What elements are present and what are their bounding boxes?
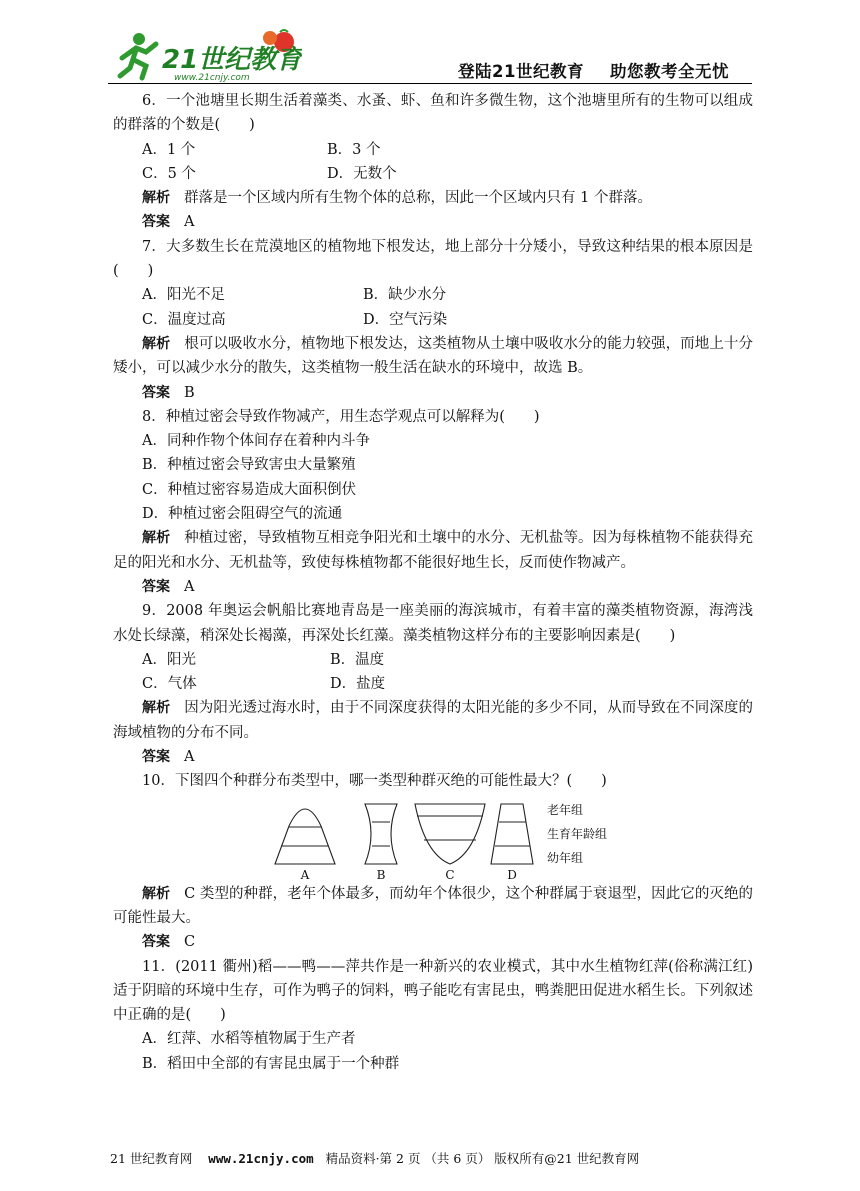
q8-option-d: D．种植过密会阻碍空气的流通 [142,506,343,523]
q8-analysis: 解析 种植过密，导致植物互相竞争阳光和土壤中的水分、无机盐等。因为每株植物不能获得充足的阳光和水分、无机盐等，致使每株植物都不能很好地生长，反而使作物减产。 [113,530,754,571]
shape-c-outline [415,804,485,864]
q7-answer: 答案 B [142,384,195,401]
footer-url[interactable]: www.21cnjy.com [208,1151,314,1166]
q6-options-row1 [113,138,753,162]
q6-options-row2 [113,162,753,186]
shape-label-a: A [300,867,310,882]
legend-young: 幼年组 [547,850,584,865]
slogan-left: 登陆21世纪教育 [458,62,584,81]
q9-option-c: C．气体 [142,676,197,693]
q7-options-row2 [113,308,753,332]
q7-option-b: B．缺少水分 [363,287,447,304]
q11-stem: 11．(2011 衢州)稻——鸭——萍共作是一种新兴的农业模式，其中水生植物红萍(俗称满江红)适于阴暗的环境中生存，可作为鸭子的饲料，鸭子能吃有害昆虫，鸭粪肥田促进水稻生长。下列叙述中正确的是( ) [113,958,753,1024]
shape-label-d: D [507,867,517,882]
svg-text:www.21cnjy.com: www.21cnjy.com [174,73,250,83]
age-pyramid-figure [113,794,753,882]
q6-option-d: D．无数个 [327,165,397,182]
q9-options-row2 [113,672,753,696]
header-divider [108,83,752,84]
svg-text:21世纪教育: 21世纪教育 [162,45,302,75]
shape-b-outline [365,804,397,864]
q9-options-row1 [113,648,753,672]
page-footer [110,1149,639,1167]
q10-analysis: 解析 C 类型的种群，老年个体最多，而幼年个体很少，这个种群属于衰退型，因此它的灭绝的可能性最大。 [113,885,754,926]
slogan-right: 助您教考全无忧 [609,62,729,81]
q9-option-a: A．阳光 [142,651,196,668]
document-body [113,89,753,1076]
footer-site-name: 21 世纪教育网 [110,1151,193,1166]
footer-page-info: 精品资料·第 2 页 （共 6 页） 版权所有@21 世纪教育网 [325,1151,640,1166]
q9-option-d: D．盐度 [330,676,386,693]
q6-answer: 答案 A [142,214,195,231]
q8-answer: 答案 A [142,578,195,595]
q7-analysis: 解析 根可以吸收水分，植物地下根发达，这类植物从土壤中吸收水分的能力较强，而地上十分矮小，可以减少水分的散失，这类植物一般生活在缺水的环境中，故选 B。 [113,335,754,377]
q7-option-c: C．温度过高 [142,311,226,328]
q6-stem: 6．一个池塘里长期生活着藻类、水蚤、虾、鱼和许多微生物，这个池塘里所有的生物可以组成的群落的个数是( ) [113,93,753,134]
q11-option-b: B．稻田中全部的有害昆虫属于一个种群 [142,1055,400,1072]
q8-option-c: C．种植过密容易造成大面积倒伏 [142,481,357,498]
q9-option-b: B．温度 [330,651,385,668]
q9-analysis: 解析 因为阳光透过海水时，由于不同深度获得的太阳光能的多少不同，从而导致在不同深度的海域植物的分布不同。 [113,700,754,741]
shape-d-outline [491,804,533,864]
q6-analysis: 解析 群落是一个区域内所有生物个体的总称，因此一个区域内只有 1 个群落。 [142,190,652,207]
q8-option-b: B．种植过密会导致害虫大量繁殖 [142,457,356,474]
q8-stem: 8．种植过密会导致作物减产，用生态学观点可以解释为( ) [142,408,540,425]
q10-stem: 10．下图四个种群分布类型中，哪一类型种群灭绝的可能性最大？( ) [142,773,607,790]
site-logo [112,28,302,84]
header-slogan [458,58,729,82]
q8-option-a: A．同种作物个体间存在着种内斗争 [142,433,370,450]
q7-stem: 7．大多数生长在荒漠地区的植物地下根发达，地上部分十分矮小，导致这种结果的根本原因是( ) [113,238,753,280]
q10-figure [113,794,753,882]
shape-a-outline [275,809,335,864]
q9-stem: 9．2008 年奥运会帆船比赛地青岛是一座美丽的海滨城市，有着丰富的藻类植物资源，海湾浅水处长绿藻，稍深处长褐藻，再深处长红藻。藻类植物这样分布的主要影响因素是( ) [113,603,753,644]
shape-label-c: C [445,867,455,882]
legend-reproductive: 生育年龄组 [547,826,608,841]
shape-label-b: B [376,867,386,882]
q6-option-b: B．3 个 [327,141,381,158]
legend-old: 老年组 [547,802,584,817]
q7-options-row1 [113,283,753,307]
q7-option-a: A．阳光不足 [142,287,225,304]
q11-option-a: A．红萍、水稻等植物属于生产者 [142,1031,356,1048]
q7-option-d: D．空气污染 [363,311,448,328]
q6-option-c: C．5 个 [142,165,196,182]
q10-answer: 答案 C [142,934,196,951]
q9-answer: 答案 A [142,749,195,766]
q6-option-a: A．1 个 [142,141,196,158]
